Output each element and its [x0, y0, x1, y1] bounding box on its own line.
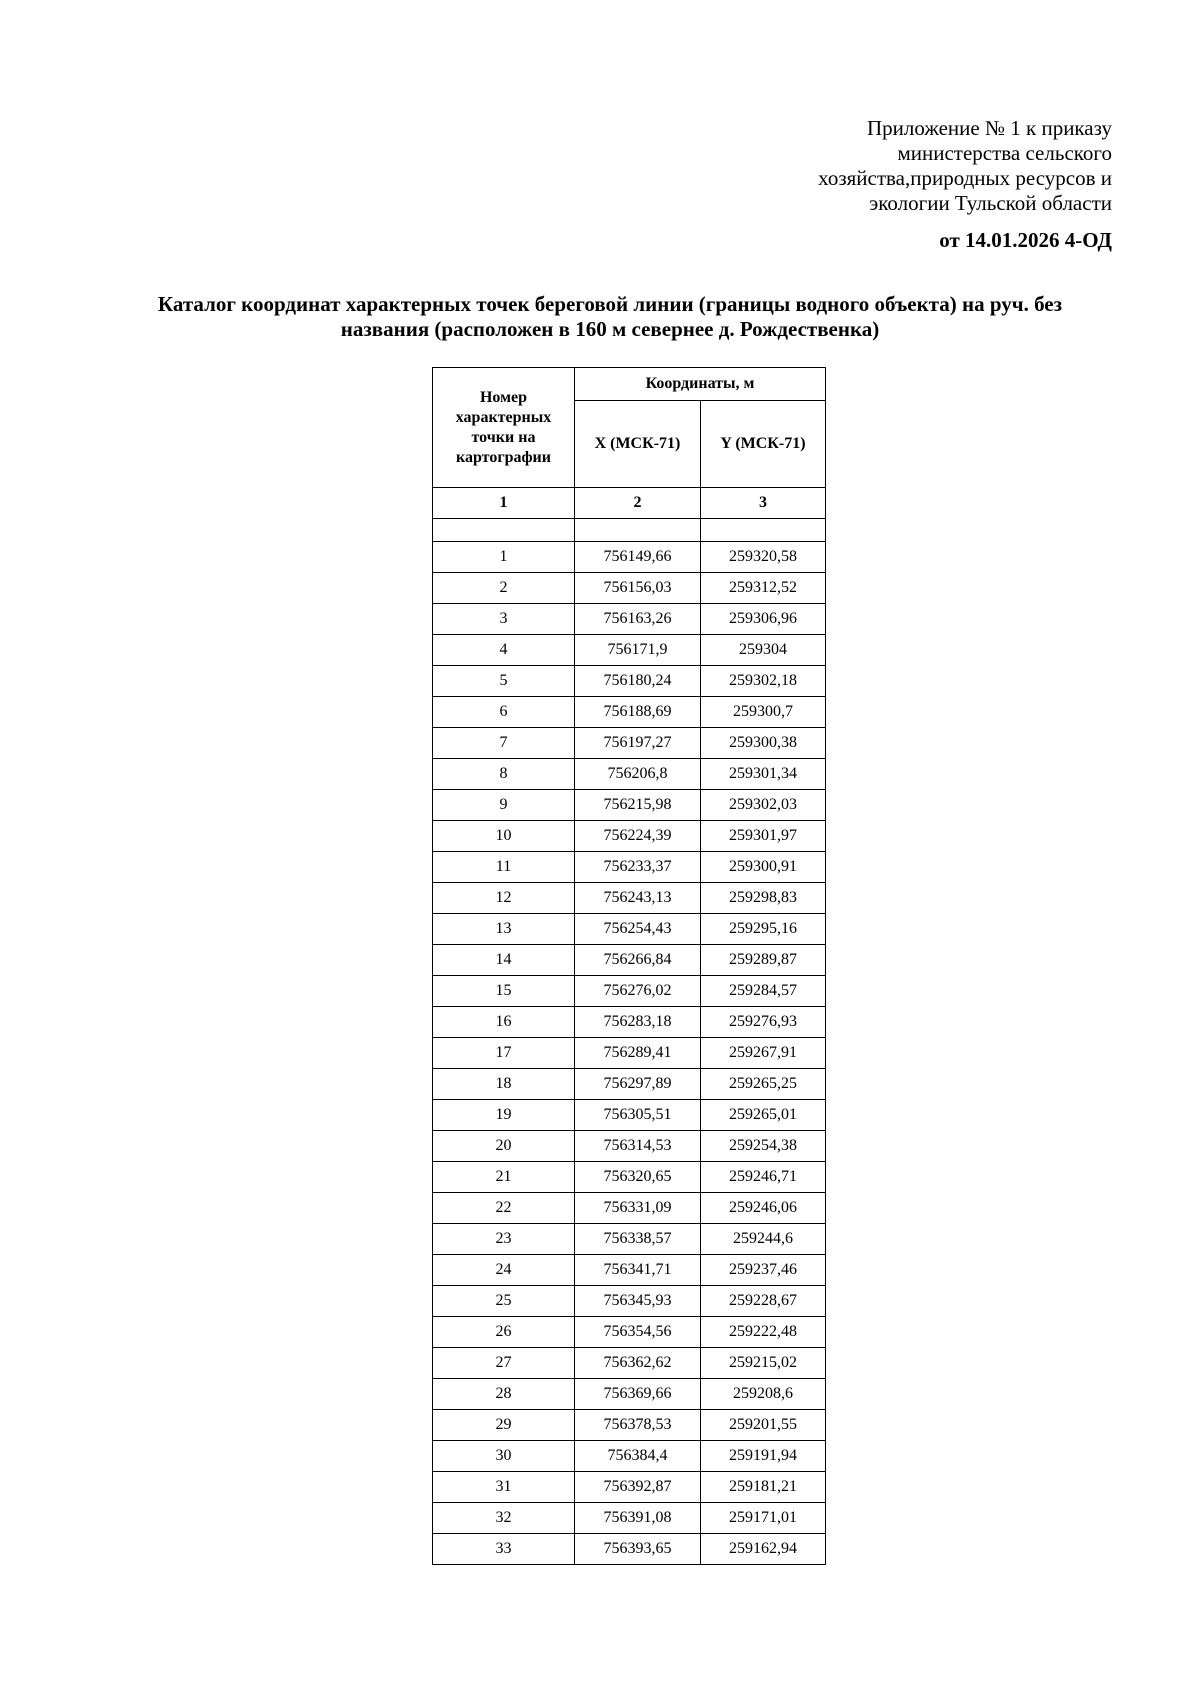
x-coordinate-cell: 756188,69	[575, 697, 701, 728]
y-coordinate-cell: 259302,18	[700, 666, 825, 697]
point-number-cell: 11	[433, 852, 575, 883]
table-row	[433, 1224, 826, 1255]
y-coordinate-cell: 259215,02	[700, 1348, 825, 1379]
point-number-cell: 18	[433, 1069, 575, 1100]
point-number-cell: 31	[433, 1472, 575, 1503]
point-number-cell: 17	[433, 1038, 575, 1069]
table-row	[433, 852, 826, 883]
y-coordinate-cell: 259162,94	[700, 1534, 825, 1565]
point-number-cell: 28	[433, 1379, 575, 1410]
point-number-cell: 10	[433, 821, 575, 852]
x-coordinate-cell: 756243,13	[575, 883, 701, 914]
x-coordinate-cell: 756149,66	[575, 542, 701, 573]
point-number-cell: 20	[433, 1131, 575, 1162]
point-number-cell: 3	[433, 604, 575, 635]
x-coordinate-cell: 756345,93	[575, 1286, 701, 1317]
header-x: X (МСК-71)	[575, 401, 701, 488]
point-number-cell: 12	[433, 883, 575, 914]
order-reference: от 14.01.2026 4-ОД	[939, 228, 1112, 252]
y-coordinate-cell: 259237,46	[700, 1255, 825, 1286]
table-row	[433, 790, 826, 821]
table-row	[433, 1379, 826, 1410]
point-number-cell: 27	[433, 1348, 575, 1379]
table-row	[433, 666, 826, 697]
table-row	[433, 1193, 826, 1224]
table-row	[433, 573, 826, 604]
point-number-cell: 1	[433, 542, 575, 573]
appendix-line: Приложение № 1 к приказу	[867, 116, 1112, 140]
y-coordinate-cell: 259304	[700, 635, 825, 666]
y-coordinate-cell: 259298,83	[700, 883, 825, 914]
table-row	[433, 1503, 826, 1534]
y-coordinate-cell: 259208,6	[700, 1379, 825, 1410]
table-row	[433, 976, 826, 1007]
table-row	[433, 542, 826, 573]
point-number-cell: 33	[433, 1534, 575, 1565]
x-coordinate-cell: 756297,89	[575, 1069, 701, 1100]
x-coordinate-cell: 756391,08	[575, 1503, 701, 1534]
x-coordinate-cell: 756354,56	[575, 1317, 701, 1348]
table-row	[433, 945, 826, 976]
point-number-cell: 13	[433, 914, 575, 945]
point-number-cell: 4	[433, 635, 575, 666]
table-row	[433, 604, 826, 635]
table-row	[433, 1038, 826, 1069]
table-row	[433, 728, 826, 759]
y-coordinate-cell: 259312,52	[700, 573, 825, 604]
point-number-cell: 32	[433, 1503, 575, 1534]
point-number-cell: 16	[433, 1007, 575, 1038]
point-number-cell: 21	[433, 1162, 575, 1193]
point-number-cell: 15	[433, 976, 575, 1007]
y-coordinate-cell: 259254,38	[700, 1131, 825, 1162]
y-coordinate-cell: 259306,96	[700, 604, 825, 635]
y-coordinate-cell: 259295,16	[700, 914, 825, 945]
title-line-1: Каталог координат характерных точек береговой линии (границы водного объекта) на руч. без	[157, 292, 1063, 316]
x-coordinate-cell: 756197,27	[575, 728, 701, 759]
x-coordinate-cell: 756378,53	[575, 1410, 701, 1441]
table-body	[433, 488, 826, 1565]
y-coordinate-cell: 259289,87	[700, 945, 825, 976]
header-coordinates: Координаты, м	[575, 368, 826, 401]
title-line-2: названия (расположен в 160 м севернее д. Рождественка)	[340, 317, 880, 341]
table-row	[433, 1069, 826, 1100]
table-row	[433, 1286, 826, 1317]
table-row	[433, 1410, 826, 1441]
y-coordinate-cell: 259228,67	[700, 1286, 825, 1317]
table-row	[433, 1534, 826, 1565]
y-coordinate-cell: 259191,94	[700, 1441, 825, 1472]
x-coordinate-cell: 756305,51	[575, 1100, 701, 1131]
point-number-cell: 25	[433, 1286, 575, 1317]
y-coordinate-cell: 259171,01	[700, 1503, 825, 1534]
x-coordinate-cell: 756156,03	[575, 573, 701, 604]
point-number-cell: 6	[433, 697, 575, 728]
x-coordinate-cell: 756276,02	[575, 976, 701, 1007]
point-number-cell: 22	[433, 1193, 575, 1224]
table-row	[433, 1317, 826, 1348]
y-coordinate-cell: 259222,48	[700, 1317, 825, 1348]
x-coordinate-cell: 756341,71	[575, 1255, 701, 1286]
table-row	[433, 635, 826, 666]
y-coordinate-cell: 259267,91	[700, 1038, 825, 1069]
point-number-cell: 7	[433, 728, 575, 759]
x-coordinate-cell: 756384,4	[575, 1441, 701, 1472]
x-coordinate-cell: 756206,8	[575, 759, 701, 790]
y-coordinate-cell: 259276,93	[700, 1007, 825, 1038]
y-coordinate-cell: 259181,21	[700, 1472, 825, 1503]
y-coordinate-cell: 259246,06	[700, 1193, 825, 1224]
table-row	[433, 1255, 826, 1286]
table-row	[433, 914, 826, 945]
x-coordinate-cell: 756362,62	[575, 1348, 701, 1379]
point-number-cell: 26	[433, 1317, 575, 1348]
x-coordinate-cell: 756254,43	[575, 914, 701, 945]
x-coordinate-cell: 756331,09	[575, 1193, 701, 1224]
coordinates-table	[432, 367, 826, 1565]
table-row	[433, 1441, 826, 1472]
y-coordinate-cell: 259301,97	[700, 821, 825, 852]
spacer-cell	[700, 519, 825, 542]
spacer-cell	[575, 519, 701, 542]
x-coordinate-cell: 756283,18	[575, 1007, 701, 1038]
column-number: 3	[700, 488, 825, 519]
x-coordinate-cell: 756233,37	[575, 852, 701, 883]
x-coordinate-cell: 756338,57	[575, 1224, 701, 1255]
y-coordinate-cell: 259265,25	[700, 1069, 825, 1100]
y-coordinate-cell: 259246,71	[700, 1162, 825, 1193]
point-number-cell: 9	[433, 790, 575, 821]
table-row	[433, 821, 826, 852]
x-coordinate-cell: 756289,41	[575, 1038, 701, 1069]
point-number-cell: 24	[433, 1255, 575, 1286]
appendix-block	[672, 116, 1112, 216]
y-coordinate-cell: 259320,58	[700, 542, 825, 573]
table-row	[433, 1348, 826, 1379]
x-coordinate-cell: 756215,98	[575, 790, 701, 821]
y-coordinate-cell: 259201,55	[700, 1410, 825, 1441]
x-coordinate-cell: 756314,53	[575, 1131, 701, 1162]
point-number-cell: 23	[433, 1224, 575, 1255]
x-coordinate-cell: 756180,24	[575, 666, 701, 697]
appendix-line: экологии Тульской области	[869, 191, 1112, 215]
y-coordinate-cell: 259300,7	[700, 697, 825, 728]
point-number-cell: 5	[433, 666, 575, 697]
point-number-cell: 2	[433, 573, 575, 604]
y-coordinate-cell: 259302,03	[700, 790, 825, 821]
column-number-row	[433, 488, 826, 519]
point-number-cell: 19	[433, 1100, 575, 1131]
y-coordinate-cell: 259301,34	[700, 759, 825, 790]
x-coordinate-cell: 756171,9	[575, 635, 701, 666]
table-row	[433, 1162, 826, 1193]
table-row	[433, 1131, 826, 1162]
table-row	[433, 1007, 826, 1038]
column-number: 2	[575, 488, 701, 519]
document-title	[120, 292, 1100, 342]
table-row	[433, 1472, 826, 1503]
table-row	[433, 759, 826, 790]
point-number-cell: 29	[433, 1410, 575, 1441]
appendix-line: министерства сельского	[897, 141, 1112, 165]
header-y: Y (МСК-71)	[700, 401, 825, 488]
header-point-number: Номер характерных точки на картографии	[433, 368, 575, 488]
x-coordinate-cell: 756392,87	[575, 1472, 701, 1503]
point-number-cell: 14	[433, 945, 575, 976]
table-row	[433, 697, 826, 728]
spacer-row	[433, 519, 826, 542]
point-number-cell: 8	[433, 759, 575, 790]
y-coordinate-cell: 259284,57	[700, 976, 825, 1007]
y-coordinate-cell: 259300,38	[700, 728, 825, 759]
spacer-cell	[433, 519, 575, 542]
point-number-cell: 30	[433, 1441, 575, 1472]
x-coordinate-cell: 756369,66	[575, 1379, 701, 1410]
y-coordinate-cell: 259265,01	[700, 1100, 825, 1131]
x-coordinate-cell: 756266,84	[575, 945, 701, 976]
y-coordinate-cell: 259300,91	[700, 852, 825, 883]
table-row	[433, 883, 826, 914]
column-number: 1	[433, 488, 575, 519]
x-coordinate-cell: 756320,65	[575, 1162, 701, 1193]
appendix-line: хозяйства,природных ресурсов и	[818, 166, 1112, 190]
table-row	[433, 1100, 826, 1131]
x-coordinate-cell: 756224,39	[575, 821, 701, 852]
x-coordinate-cell: 756393,65	[575, 1534, 701, 1565]
y-coordinate-cell: 259244,6	[700, 1224, 825, 1255]
x-coordinate-cell: 756163,26	[575, 604, 701, 635]
